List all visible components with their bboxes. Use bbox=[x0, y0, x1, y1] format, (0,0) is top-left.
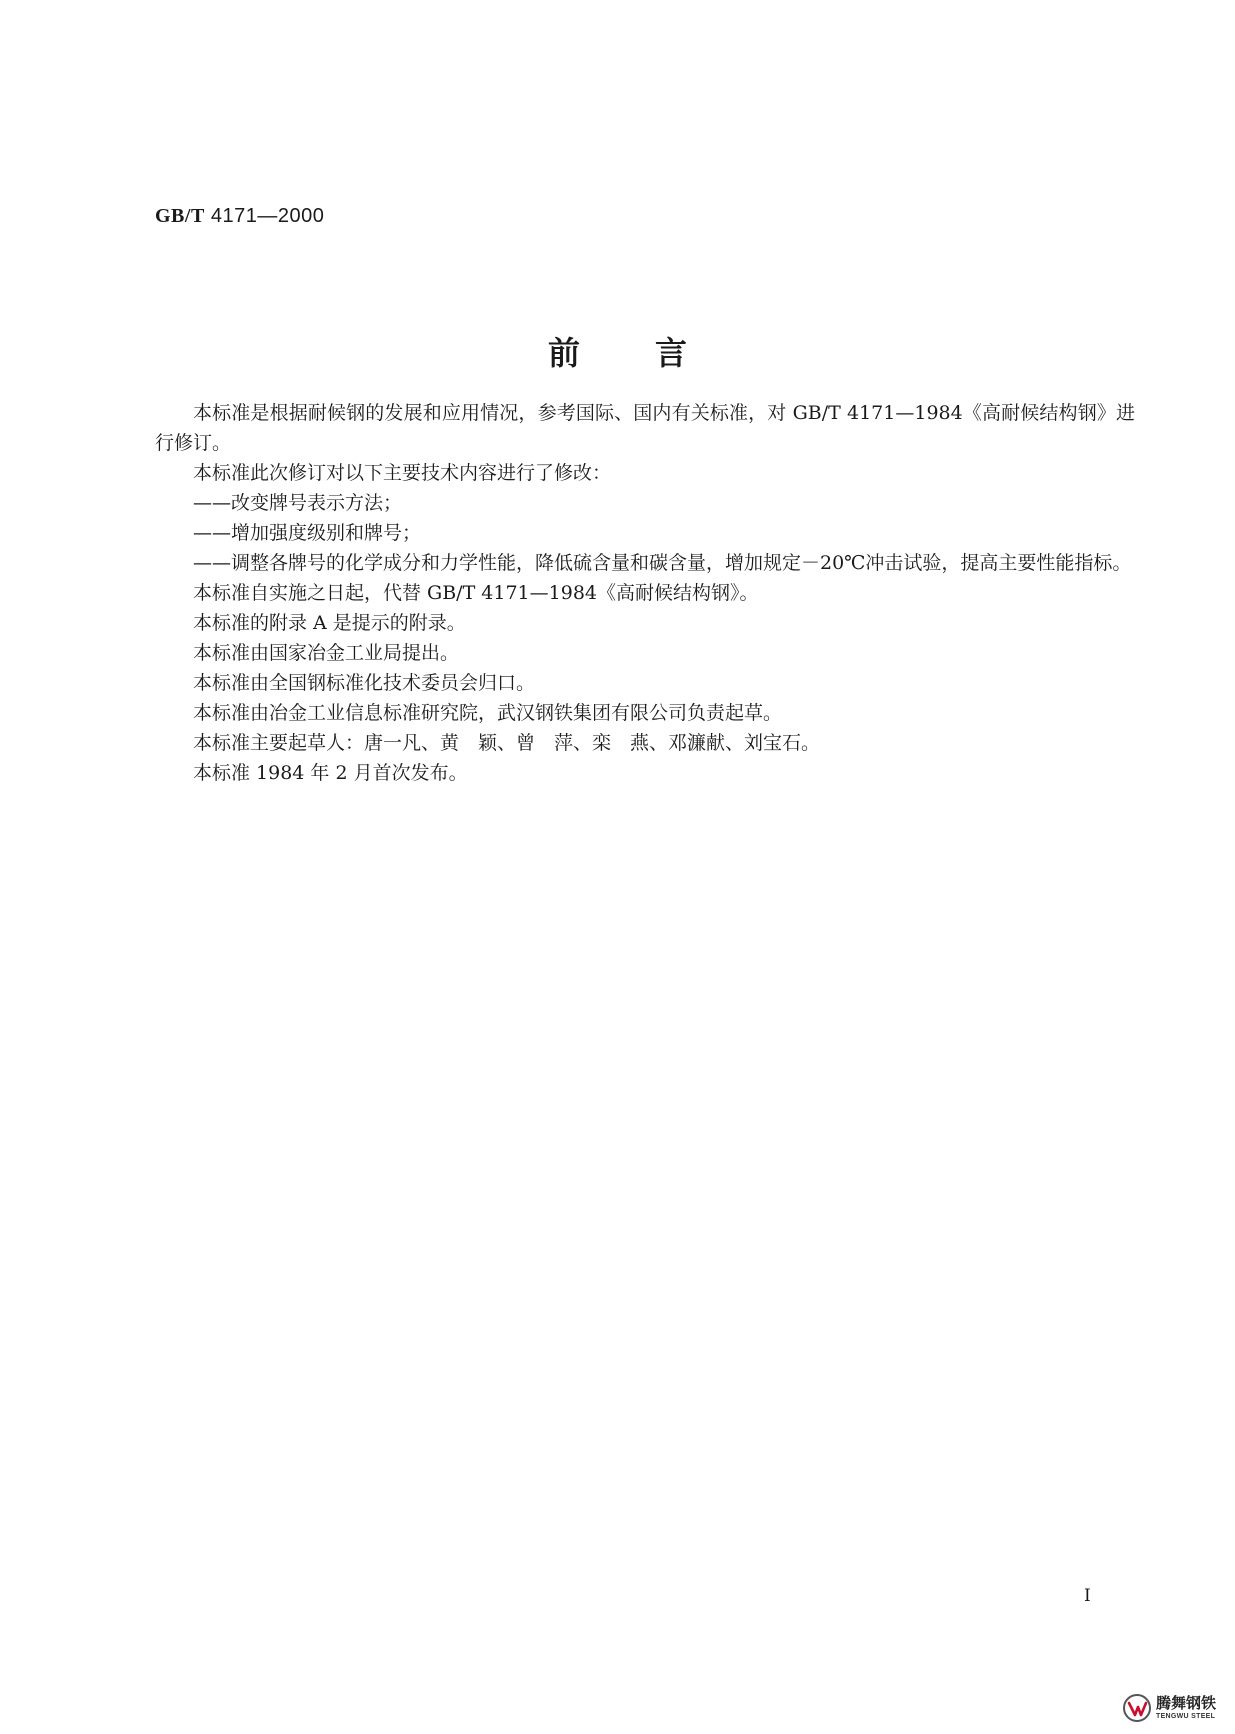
paragraph-proposer: 本标准由国家冶金工业局提出。 bbox=[193, 642, 460, 664]
watermark-logo bbox=[1122, 1690, 1232, 1726]
logo-name-cn: 腾舞钢铁 bbox=[1156, 1694, 1217, 1712]
paragraph-replacement: 本标准自实施之日起，代替 GB/T 4171—1984《高耐候结构钢》。 bbox=[193, 582, 759, 604]
paragraph-appendix: 本标准的附录 A 是提示的附录。 bbox=[193, 612, 466, 634]
list-item-grade-notation: ——改变牌号表示方法； bbox=[193, 492, 403, 514]
paragraph-revision-basis: 本标准是根据耐候钢的发展和应用情况，参考国际、国内有关标准，对 GB/T 4171—1984《高耐候结构钢》进行修订。 bbox=[155, 402, 1135, 454]
page-number: I bbox=[1084, 1586, 1091, 1606]
standard-code-number: 4171—2000 bbox=[210, 205, 325, 227]
paragraph-drafting-units: 本标准由冶金工业信息标准研究院，武汉钢铁集团有限公司负责起草。 bbox=[193, 702, 783, 724]
foreword-body bbox=[155, 398, 1135, 788]
logo-name-en: TENGWU STEEL bbox=[1156, 1713, 1216, 1720]
list-item-strength-grades: ——增加强度级别和牌号； bbox=[193, 522, 422, 544]
paragraph-first-issue: 本标准 1984 年 2 月首次发布。 bbox=[193, 762, 468, 784]
list-item-composition-adjustment: ——调整各牌号的化学成分和力学性能，降低硫含量和碳含量，增加规定－20℃冲击试验，提高主要性能指标。 bbox=[193, 552, 1132, 574]
page-title: 前言 bbox=[547, 334, 762, 372]
paragraph-drafters: 本标准主要起草人：唐一凡、黄 颖、曾 萍、栾 燕、邓濂献、刘宝石。 bbox=[193, 732, 821, 754]
standard-code-prefix: GB/T bbox=[155, 205, 205, 227]
standard-code bbox=[155, 205, 324, 228]
tengwu-logo-icon bbox=[1122, 1693, 1152, 1723]
paragraph-revision-intro: 本标准此次修订对以下主要技术内容进行了修改： bbox=[193, 462, 612, 484]
paragraph-centralized: 本标准由全国钢标准化技术委员会归口。 bbox=[193, 672, 536, 694]
